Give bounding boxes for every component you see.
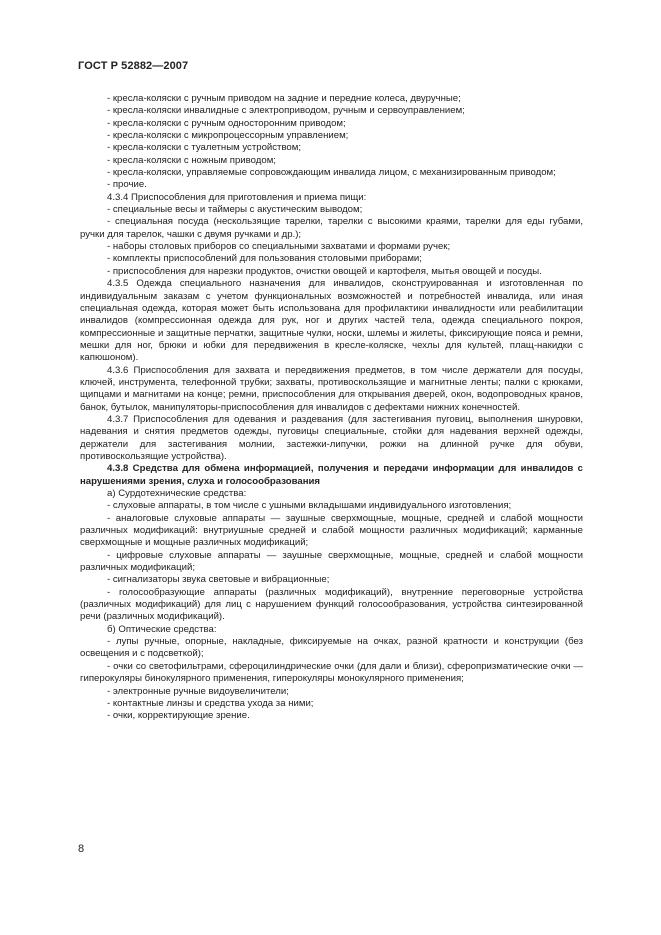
paragraph: - кресла-коляски с ручным приводом на задние и передние колеса, двуручные; [107,93,461,104]
paragraph: - кресла-коляски, управляемые сопровождающим инвалида лицом, с механизированным приводом; [107,167,556,179]
paragraph: 4.3.8 Средства для обмена информацией, получения и передачи информации для инвалидов с нарушениями зрения, слуха и голосообразования [80,463,583,487]
paragraph: - кресла-коляски с ручным односторонним приводом; [107,117,346,129]
paragraph: - прочие. [107,179,147,191]
paragraph: - приспособления для нарезки продуктов, очистки овощей и картофеля, мытья овощей и посуды. [107,265,542,277]
paragraph: - голосообразующие аппараты (различных модификаций), внутренние переговорные устройства (различных модификаций) для лиц с нарушением функций голосообразования, устройства синтезированной речи (различных модификаций). [80,586,583,623]
paragraph: 4.3.5 Одежда специального назначения для инвалидов, сконструированная и изготовленная по индивидуальным заказам с учетом функциональных возможностей и потребностей инвалида, или иная специальная одежда, которая может быть использована для профилактики инвалидности или реабилитации инвалидов (компрессионная одежда для рук, ног и других частей тела, одежда специального покроя, компрессионные и защитные перчатки, защитные чулки, носки, шлемы и жилеты, фиксирующие пояса и ремни, мешки для ног, брюки и юбки для передвижения в кресле-коляске, чехлы для культей, плащ-накидки с капюшоном). [80,278,583,364]
paragraph: - специальные весы и таймеры с акустическим выводом; [107,204,363,216]
paragraph: - кресла-коляски с ножным приводом; [107,154,276,166]
paragraph: - кресла-коляски с микропроцессорным управлением; [107,130,349,142]
paragraph: - специальная посуда (нескользящие тарелки, тарелки с высокими краями, тарелки для еды губами, ручки для тарелок, чашки с двумя ручками и др.); [80,216,583,240]
paragraph: - цифровые слуховые аппараты — заушные сверхмощные, мощные, средней и слабой мощности различных модификаций; [80,549,583,574]
paragraph: - очки, корректирующие зрение. [107,710,250,722]
document-body [80,93,583,723]
paragraph: - слуховые аппараты, в том числе с ушными вкладышами индивидуального изготовления; [107,500,512,512]
page-number: 8 [78,843,85,855]
paragraph: - очки со светофильтрами, сфероцилиндрические очки (для дали и близи), сферопризматические очки — гиперокуляры бинокулярного применения, гиперокуляры монокулярного применения; [80,660,583,685]
paragraph: - наборы столовых приборов со специальными захватами и формами ручек; [107,241,451,253]
paragraph: - контактные линзы и средства ухода за ними; [107,697,314,709]
paragraph: - лупы ручные, опорные, накладные, фиксируемые на очках, разной кратности и конструкции (без освещения и с подсветкой); [80,636,583,660]
paragraph: а) Сурдотехнические средства: [107,488,247,499]
paragraph: - кресла-коляски инвалидные с электроприводом, ручным и сервоуправлением; [107,105,465,117]
paragraph: 4.3.4 Приспособления для приготовления и приема пищи: [107,191,367,203]
paragraph: 4.3.6 Приспособления для захвата и передвижения предметов, в том числе держатели для посуды, ключей, инструмента, телефонной трубки; захваты, противоскользящие и магнитные ленты; палки с крюками, щипцами и магнитами на конце; ремни, приспособления для открывания дверей, окон, водопроводных кранов, банок, бутылок, манипуляторы-приспособления для инвалидов с дефектами нижних конечностей. [80,364,583,413]
paragraph: - электронные ручные видоувеличители; [107,685,289,697]
paragraph: 4.3.7 Приспособления для одевания и раздевания (для застегивания пуговиц, выполнения шнуровки, надевания и снятия предметов одежды, пуговицы специальные, стойки для надевания верхней одежды, держатели для застегивания молнии, застежки-липучки, рожки на длинной ручке для обуви, противоскользящие устройства). [80,413,583,462]
paragraph: б) Оптические средства: [107,623,217,635]
paragraph: - сигнализаторы звука световые и вибрационные; [107,574,330,586]
standard-header: ГОСТ Р 52882—2007 [78,60,189,72]
paragraph: - кресла-коляски с туалетным устройством; [107,142,302,154]
paragraph: - комплекты приспособлений для пользования столовыми приборами; [107,253,422,265]
paragraph: - аналоговые слуховые аппараты — заушные сверхмощные, мощные, средней и слабой мощности различных модификаций: внутриушные средней и слабой мощности различных модификаций; карманные сверхмощные и мощные различных модификаций; [80,512,583,549]
